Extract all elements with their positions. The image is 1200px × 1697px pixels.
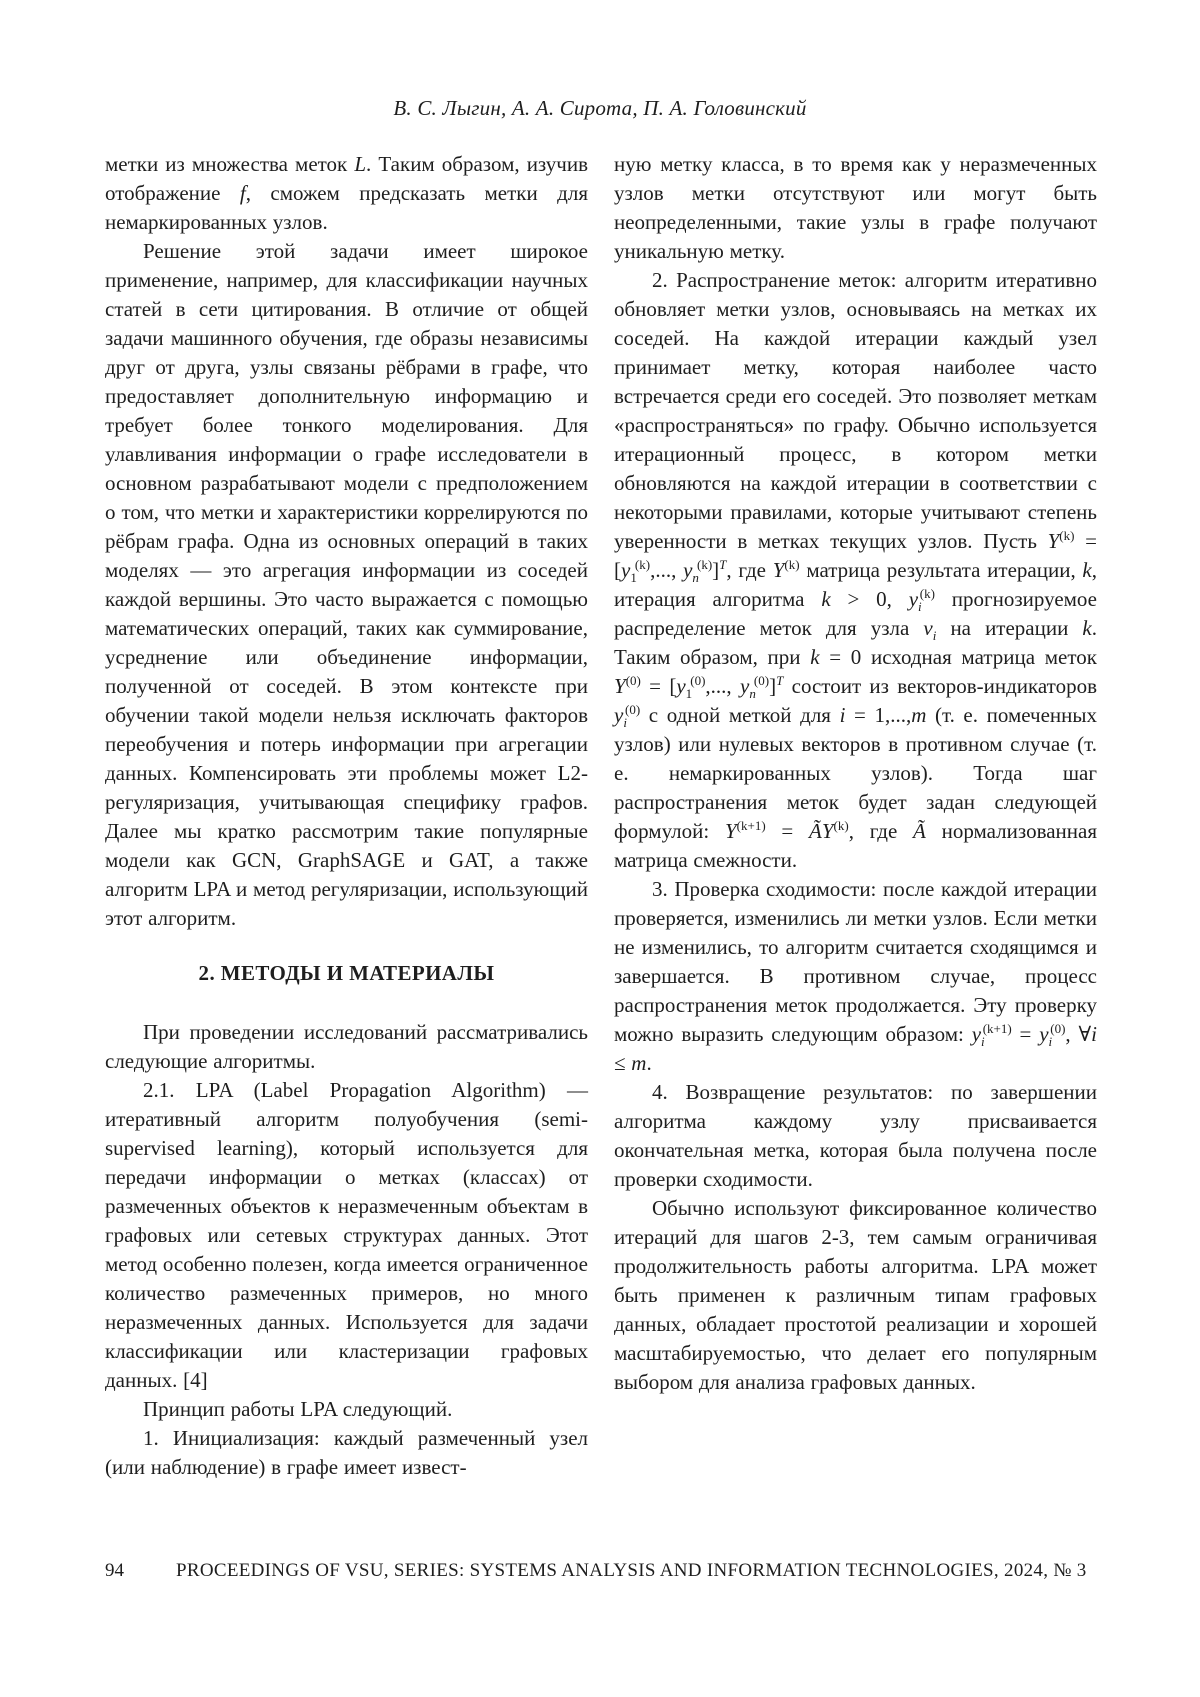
paragraph: [105, 1424, 588, 1482]
text-run: = [: [640, 674, 677, 698]
text-run: (0): [625, 702, 641, 717]
text-run: k: [1082, 616, 1092, 640]
text-run: Обычно используют фиксированное количество итераций для шагов 2-3, тем самым ограничивая продолжительность работы алгоритма. LPA может быть применен к различным типам графовых данных, обладает простотой реализации и хорошей масштабируемостью, что делает его популярным выбором для анализа графовых данных.: [614, 1196, 1097, 1394]
paragraph: [105, 1395, 588, 1424]
page-number: 94: [105, 1560, 124, 1581]
journal-title: PROCEEDINGS OF VSU, SERIES: SYSTEMS ANALYSIS AND INFORMATION TECHNOLOGIES, 2024, № 3: [176, 1560, 1087, 1581]
text-run: = 1,...,: [845, 703, 912, 727]
text-run: (k): [1059, 528, 1075, 543]
text-run: 1. Инициализация: каждый размеченный узел (или наблюдение) в графе имеет извест-: [105, 1426, 588, 1479]
text-run: (0): [625, 673, 641, 688]
text-run: ,...,: [705, 674, 740, 698]
text-run: ]: [712, 558, 720, 582]
paragraph: [614, 266, 1097, 875]
text-run: m: [911, 703, 927, 727]
text-run: i: [623, 715, 627, 731]
text-run: T: [719, 557, 727, 572]
text-run: T: [776, 673, 784, 688]
text-run: (k+1): [982, 1021, 1012, 1036]
text-run: (k): [696, 557, 713, 572]
text-run: . Таким образом, изучив отображение: [105, 152, 589, 205]
text-run: 4. Возвращение результатов: по завершении алгоритма каждому узлу присваивается окончательная метка, которая была получена после проверки сходимости.: [614, 1080, 1097, 1191]
text-run: n: [749, 686, 756, 702]
text-run: (0): [753, 673, 770, 688]
text-run: Ã: [913, 819, 926, 843]
paragraph: [105, 1076, 588, 1395]
text-run: (0): [690, 673, 706, 688]
text-run: k: [821, 587, 831, 611]
text-run: , где: [848, 819, 914, 843]
page-header-authors: В. С. Лыгин, А. А. Сирота, П. А. Головинский: [393, 96, 807, 120]
right-column: [614, 150, 1097, 1482]
text-run: n: [692, 570, 699, 586]
text-run: y: [971, 1022, 982, 1046]
section-heading: 2. МЕТОДЫ И МАТЕРИАЛЫ: [198, 961, 495, 985]
text-run: Y: [821, 819, 834, 843]
text-run: (0): [1050, 1021, 1066, 1036]
text-run: (k): [833, 818, 849, 833]
text-run: на итерации: [936, 616, 1083, 640]
text-run: .: [646, 1051, 652, 1075]
text-run: с одной меткой для: [640, 703, 840, 727]
text-run: y: [621, 558, 631, 582]
page-footer: [105, 1560, 1097, 1582]
text-run: Ã: [809, 819, 822, 843]
text-run: (k): [919, 586, 935, 601]
text-run: метки из множества меток: [105, 152, 355, 176]
text-run: =: [765, 819, 810, 843]
text-run: k: [1082, 558, 1092, 582]
text-run: i: [839, 703, 846, 727]
text-run: y: [614, 703, 624, 727]
text-run: (k): [784, 557, 800, 572]
text-run: Y: [772, 558, 785, 582]
text-run: , итерация алгоритма: [614, 558, 1097, 611]
paragraph: [105, 237, 588, 933]
text-run: матрица результата итерации,: [799, 558, 1083, 582]
text-run: f: [239, 181, 246, 205]
text-run: Принцип работы LPA следующий.: [143, 1397, 453, 1421]
paragraph: [614, 1194, 1097, 1397]
text-run: , ∀: [1065, 1022, 1092, 1046]
paragraph: [105, 150, 588, 237]
text-run: 2. Распространение меток: алгоритм итеративно обновляет метки узлов, основываясь на метках их соседей. На каждой итерации каждый узел принимает метку, которая наиболее часто встречается среди его соседей. Это позволяет меткам «распространяться» по графу. Обычно используется итерационный процесс, в котором метки обновляются на каждой итерации в соответствии с некоторыми правилами, которые учитывают степень уверенности в метках текущих узлов. Пусть: [614, 268, 1097, 553]
text-run: (т. е. помеченных узлов) или нулевых векторов в противном случае (т. е. немаркированных узлов). Тогда шаг распространения меток будет задан следующей формулой:: [614, 703, 1097, 843]
text-run: 2.1. LPA (Label Propagation Algorithm) — итеративный алгоритм полуобучения (semi-supervised learning), который используется для передачи информации о метках (классах) от размеченных объектов к неразмеченным объектам в графовых или сетевых структурах данных. Этот метод особенно полезен, когда имеется ограниченное количество размеченных примеров, но много неразмеченных данных. Используется для задачи классификации или кластеризации графовых данных. [4]: [105, 1078, 588, 1392]
text-run: y: [908, 587, 919, 611]
text-run: i: [1091, 1022, 1097, 1046]
two-column-layout: [105, 150, 1097, 1482]
paragraph: [614, 150, 1097, 266]
text-run: 1: [630, 570, 637, 586]
text-run: i: [1048, 1034, 1053, 1050]
text-run: ную метку класса, в то время как у неразмеченных узлов метки отсутствуют или могут быть неопределенными, такие узлы в графе получают уникальную метку.: [614, 152, 1097, 263]
text-run: 3. Проверка сходимости: после каждой итерации проверяется, изменились ли метки узлов. Если метки не изменились, то алгоритм считается сходящимся и завершается. В противном случае, процесс распространения меток продолжается. Эту проверку можно выразить следующим образом:: [614, 877, 1097, 1046]
text-run: состоит из векторов-индикаторов: [783, 674, 1097, 698]
text-run: Решение этой задачи имеет широкое применение, например, для классификации научных статей в сети цитирования. В отличие от общей задачи машинного обучения, где образы независимы друг от друга, узлы связаны рёбрами в графе, что предоставляет дополнительную информацию и требует более тонкого моделирования. Для улавливания информации о графе исследователи в основном разрабатывают модели с предположением о том, что метки и характеристики коррелируются по рёбрам графа. Одна из основных операций в таких моделях — это агрегация информации из соседей каждой вершины. Это часто выражается с помощью математических операций, таких как суммирование, усреднение или объединение информации, полученной от соседей. В этом контексте при обучении такой модели нельзя исключать факторов переобучения и потерь информации при агрегации данных. Компенсировать эти проблемы может L2-регуляризация, учитывающая специфику графов. Далее мы кратко рассмотрим такие популярные модели как GCN, GraphSAGE и GAT, а также алгоритм LPA и метод регуляризации, использующий этот алгоритм.: [105, 239, 588, 930]
text-run: ,...,: [650, 558, 684, 582]
text-run: , сможем предсказать метки для немаркированных узлов.: [105, 181, 588, 234]
text-run: > 0,: [830, 587, 909, 611]
paragraph: [614, 875, 1097, 1078]
text-run: = 0 исходная матрица меток: [819, 645, 1097, 669]
paragraph: [614, 1078, 1097, 1194]
text-run: = [: [614, 529, 1097, 582]
text-run: i: [932, 628, 937, 644]
text-run: ]: [769, 674, 777, 698]
text-run: L: [354, 152, 367, 176]
text-run: i: [981, 1034, 985, 1050]
text-run: m: [631, 1051, 647, 1075]
text-run: При проведении исследований рассматривались следующие алгоритмы.: [105, 1020, 588, 1073]
text-run: (k+1): [736, 818, 766, 833]
text-run: y: [676, 674, 686, 698]
text-run: y: [683, 558, 693, 582]
text-run: i: [918, 599, 922, 615]
text-run: y: [1039, 1022, 1049, 1046]
text-run: v: [923, 616, 933, 640]
text-run: прогнозируемое распределение меток для узла: [614, 587, 1098, 640]
text-run: , где: [726, 558, 773, 582]
text-run: =: [1011, 1022, 1040, 1046]
text-run: ≤: [614, 1051, 632, 1075]
text-run: Y: [724, 819, 737, 843]
text-run: (k): [634, 557, 651, 572]
text-run: k: [810, 645, 820, 669]
text-run: y: [739, 674, 750, 698]
text-run: нормализованная матрица смежности.: [614, 819, 1097, 872]
text-run: Y: [614, 674, 626, 698]
text-run: Y: [1047, 529, 1060, 553]
text-run: . Таким образом, при: [614, 616, 1097, 669]
left-column: [105, 150, 588, 1482]
text-run: 1: [685, 686, 693, 702]
paragraph: [105, 1018, 588, 1076]
